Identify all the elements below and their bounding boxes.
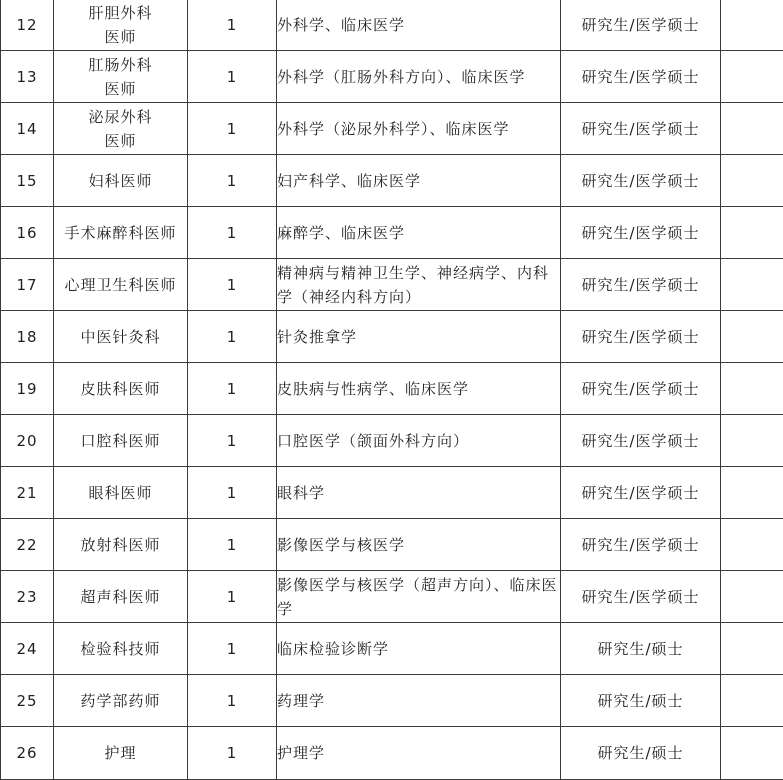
- hiring-count: 1: [188, 103, 277, 155]
- position-text: 皮肤科医师: [80, 380, 160, 398]
- remarks-cell: [721, 51, 783, 103]
- table-row: [1, 519, 783, 571]
- major-requirement: 外科学（泌尿外科学）、临床医学: [277, 103, 561, 155]
- remarks-cell: [721, 311, 783, 363]
- position-name: [54, 0, 188, 51]
- row-number: 18: [1, 311, 54, 363]
- table-row: [1, 675, 783, 727]
- hiring-count: 1: [188, 519, 277, 571]
- table-row: [1, 259, 783, 311]
- major-requirement: 皮肤病与性病学、临床医学: [277, 363, 561, 415]
- remarks-cell: [721, 155, 783, 207]
- position-name: [54, 207, 188, 259]
- table-row: [1, 415, 783, 467]
- position-text: 手术麻醉科医师: [64, 224, 176, 242]
- row-number: 16: [1, 207, 54, 259]
- position-text: 药学部药师: [80, 692, 160, 710]
- hiring-count: 1: [188, 259, 277, 311]
- row-number: 20: [1, 415, 54, 467]
- hiring-count: 1: [188, 207, 277, 259]
- position-name: [54, 415, 188, 467]
- remarks-cell: [721, 467, 783, 519]
- major-requirement: 外科学（肛肠外科方向）、临床医学: [277, 51, 561, 103]
- hiring-count: 1: [188, 467, 277, 519]
- position-name: [54, 623, 188, 675]
- degree-requirement: 研究生/医学硕士: [561, 415, 721, 467]
- major-requirement: 针灸推拿学: [277, 311, 561, 363]
- row-number: 25: [1, 675, 54, 727]
- position-name: [54, 363, 188, 415]
- remarks-cell: [721, 675, 783, 727]
- major-requirement: 口腔医学（颌面外科方向）: [277, 415, 561, 467]
- major-requirement: 麻醉学、临床医学: [277, 207, 561, 259]
- position-text: 眼科医师: [88, 484, 152, 502]
- degree-requirement: 研究生/医学硕士: [561, 519, 721, 571]
- major-requirement: 精神病与精神卫生学、神经病学、内科学（神经内科方向）: [277, 259, 561, 311]
- major-requirement: 妇产科学、临床医学: [277, 155, 561, 207]
- position-text: 口腔科医师: [80, 432, 160, 450]
- hiring-count: 1: [188, 363, 277, 415]
- degree-requirement: 研究生/医学硕士: [561, 103, 721, 155]
- table-row: [1, 155, 783, 207]
- major-requirement: 外科学、临床医学: [277, 0, 561, 51]
- degree-requirement: 研究生/医学硕士: [561, 0, 721, 51]
- hiring-count: 1: [188, 311, 277, 363]
- hiring-count: 1: [188, 51, 277, 103]
- hiring-count: 1: [188, 675, 277, 727]
- remarks-cell: [721, 623, 783, 675]
- position-text: 中医针灸科: [80, 328, 160, 346]
- major-requirement: 护理学: [277, 727, 561, 780]
- position-text: 心理卫生科医师: [64, 276, 176, 294]
- table-row: [1, 571, 783, 623]
- row-number: 26: [1, 727, 54, 780]
- remarks-cell: [721, 207, 783, 259]
- position-text: 放射科医师: [80, 536, 160, 554]
- row-number: 13: [1, 51, 54, 103]
- degree-requirement: 研究生/医学硕士: [561, 51, 721, 103]
- position-name: [54, 519, 188, 571]
- table-row: [1, 0, 783, 51]
- degree-requirement: 研究生/医学硕士: [561, 207, 721, 259]
- position-name: [54, 103, 188, 155]
- degree-requirement: 研究生/医学硕士: [561, 311, 721, 363]
- remarks-cell: [721, 727, 783, 780]
- table-row: [1, 311, 783, 363]
- position-text: 护理: [104, 744, 136, 762]
- row-number: 22: [1, 519, 54, 571]
- row-number: 24: [1, 623, 54, 675]
- degree-requirement: 研究生/硕士: [561, 623, 721, 675]
- table-row: [1, 623, 783, 675]
- remarks-cell: [721, 103, 783, 155]
- major-requirement: 眼科学: [277, 467, 561, 519]
- remarks-cell: [721, 415, 783, 467]
- position-name: [54, 51, 188, 103]
- major-requirement: 影像医学与核医学: [277, 519, 561, 571]
- row-number: 19: [1, 363, 54, 415]
- degree-requirement: 研究生/医学硕士: [561, 363, 721, 415]
- row-number: 12: [1, 0, 54, 51]
- hiring-count: 1: [188, 727, 277, 780]
- position-name: [54, 155, 188, 207]
- hiring-count: 1: [188, 571, 277, 623]
- major-requirement: 药理学: [277, 675, 561, 727]
- hiring-count: 1: [188, 155, 277, 207]
- table-row: [1, 207, 783, 259]
- position-text: 泌尿外科 医师: [88, 108, 152, 150]
- major-requirement: 临床检验诊断学: [277, 623, 561, 675]
- remarks-cell: [721, 519, 783, 571]
- hiring-count: 1: [188, 0, 277, 51]
- degree-requirement: 研究生/医学硕士: [561, 259, 721, 311]
- position-text: 超声科医师: [80, 588, 160, 606]
- remarks-cell: [721, 363, 783, 415]
- remarks-cell: [721, 0, 783, 51]
- position-name: [54, 571, 188, 623]
- row-number: 21: [1, 467, 54, 519]
- position-name: [54, 727, 188, 780]
- row-number: 23: [1, 571, 54, 623]
- degree-requirement: 研究生/硕士: [561, 727, 721, 780]
- table-row: [1, 467, 783, 519]
- table-row: [1, 51, 783, 103]
- remarks-cell: [721, 259, 783, 311]
- position-name: [54, 675, 188, 727]
- position-text: 检验科技师: [80, 640, 160, 658]
- position-text: 肛肠外科 医师: [88, 56, 152, 98]
- degree-requirement: 研究生/医学硕士: [561, 467, 721, 519]
- position-name: [54, 311, 188, 363]
- table-body: [1, 0, 783, 780]
- degree-requirement: 研究生/医学硕士: [561, 155, 721, 207]
- degree-requirement: 研究生/医学硕士: [561, 571, 721, 623]
- table-row: [1, 363, 783, 415]
- hiring-count: 1: [188, 623, 277, 675]
- major-requirement: 影像医学与核医学（超声方向）、临床医学: [277, 571, 561, 623]
- row-number: 14: [1, 103, 54, 155]
- position-name: [54, 259, 188, 311]
- position-text: 妇科医师: [88, 172, 152, 190]
- position-text: 肝胆外科 医师: [88, 4, 152, 46]
- hiring-count: 1: [188, 415, 277, 467]
- row-number: 15: [1, 155, 54, 207]
- table-row: [1, 103, 783, 155]
- degree-requirement: 研究生/硕士: [561, 675, 721, 727]
- position-name: [54, 467, 188, 519]
- row-number: 17: [1, 259, 54, 311]
- remarks-cell: [721, 571, 783, 623]
- table-row: [1, 727, 783, 780]
